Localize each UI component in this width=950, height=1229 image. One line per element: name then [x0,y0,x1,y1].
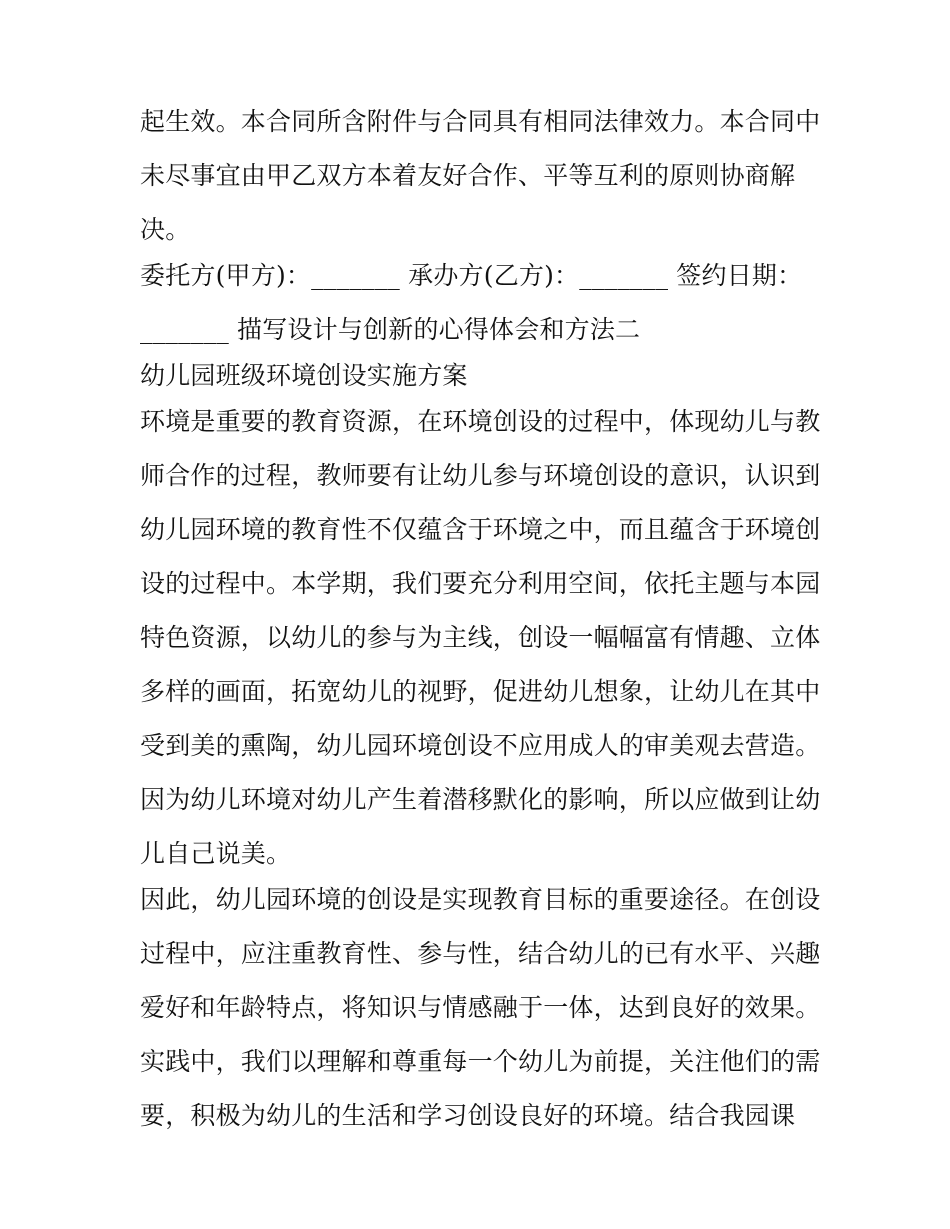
text-line: 特色资源，以幼儿的参与为主线，创设一幅幅富有情趣、立体 [140,623,821,652]
text-line: 过程中，应注重教育性、参与性，结合幼儿的已有水平、兴趣 [140,939,821,968]
text-line: 设的过程中。本学期，我们要充分利用空间，依托主题与本园 [140,569,821,598]
text-line: 决。 [140,215,191,244]
text-line: 受到美的熏陶，幼儿园环境创设不应用成人的审美观去营造。 [140,731,821,760]
signature-line: 委托方(甲方)：_______ 承办方(乙方)：_______ 签约日期： [140,261,803,290]
text-line: 要，积极为幼儿的生活和学习创设良好的环境。结合我园课 [140,1101,796,1130]
text-line: 多样的画面，拓宽幼儿的视野，促进幼儿想象，让幼儿在其中 [140,677,821,706]
text-line: 实践中，我们以理解和尊重每一个幼儿为前提，关注他们的需 [140,1047,821,1076]
text-line: 幼儿园环境的教育性不仅蕴含于环境之中，而且蕴含于环境创 [140,515,821,544]
text-line: _______ 描写设计与创新的心得体会和方法二 [140,315,641,344]
text-line: 爱好和年龄特点，将知识与情感融于一体，达到良好的效果。 [140,993,821,1022]
document-body [140,108,820,1129]
text-line: 因为幼儿环境对幼儿产生着潜移默化的影响，所以应做到让幼 [140,785,821,814]
text-line: 起生效。本合同所含附件与合同具有相同法律效力。本合同中 [140,107,821,136]
text-line: 因此，幼儿园环境的创设是实现教育目标的重要途径。在创设 [140,885,821,914]
text-line: 未尽事宜由甲乙双方本着友好合作、平等互利的原则协商解 [140,161,796,190]
text-line: 儿自己说美。 [140,839,292,868]
text-line: 环境是重要的教育资源，在环境创设的过程中，体现幼儿与教 [140,407,821,436]
section-title: 幼儿园班级环境创设实施方案 [140,361,468,390]
text-line: 师合作的过程，教师要有让幼儿参与环境创设的意识，认识到 [140,461,821,490]
